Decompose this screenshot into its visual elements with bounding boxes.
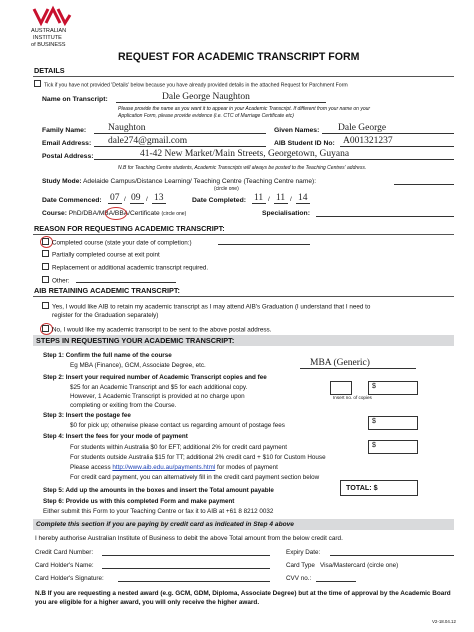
cc-sig-line[interactable] [118,581,270,582]
postal-value: 41-42 New Market/Main Streets, Georgetown, Guyana [140,149,350,159]
aib-value: A001321237 [343,136,393,146]
step5-title: Step 5: Add up the amounts in the boxes and insert the Total amount payable [43,487,274,494]
course-circle-note: (circle one) [161,211,187,217]
email-label: Email Address: [42,140,92,147]
logo-text-1: AUSTRALIAN [31,28,67,34]
retain-no-text: No, I would like my academic transcript to be sent to the above postal address. [52,326,272,334]
step6-line1: Either submit this Form to your Teaching Centre or fax it to AIB at +61 8 8212 0032 [43,508,274,515]
family-value: Naughton [108,123,146,133]
spec-label: Specialisation: [262,210,310,217]
step2-dollar: $ [372,383,376,390]
copies-box[interactable] [330,381,352,395]
step1-title: Step 1: Confirm the full name of the course [43,352,172,359]
aib-logo [30,5,72,55]
cc-type-label: Card Type [286,562,315,569]
step4-line2: For students outside Australia $15 for TT; additional 2% credit card + $10 for Custom House [70,454,326,461]
family-label: Family Name: [42,127,87,134]
tick-note [34,80,348,89]
reason-option-1-text: Completed course (state your date of completion:) [52,239,192,247]
step2-line3: completing or exiting from the Course. [70,402,177,409]
commenced-month: 09 [131,193,141,203]
aib-line[interactable] [340,146,454,147]
teaching-note: N.B for Teaching Centre students, Academic Transcripts will always be posted to the Teaching Centres' address. [118,165,367,171]
study-value: Adelaide Campus/Distance Learning/ Teaching Centre (Teaching Centre name): [83,178,317,185]
postal-line[interactable] [94,159,454,160]
email-line[interactable] [94,146,266,147]
credit-heading: Complete this section if you are paying by credit card as indicated in Step 4 above [33,519,454,530]
step4-title: Step 4: Insert the fees for your mode of payment [43,433,188,440]
step1-value: MBA (Generic) [310,358,370,368]
tick-note-text: Tick if you have not provided 'Details' below because you have already provided details in the attached Request for Parchment Form [44,82,348,89]
steps-heading: STEPS IN REQUESTING YOUR ACADEMIC TRANSCRIPT: [33,335,454,346]
footer-nb: N.B If you are requesting a nested award (e.g. GCM, GDM, Diploma, Associate Degree) but at the time of approval by the Academic Board you are eligible for a higher award, you will only receive the higher award. [35,590,451,606]
retain-no[interactable] [42,325,271,334]
total-label: TOTAL: $ [346,483,378,492]
retain-yes[interactable] [42,302,370,311]
cc-type-value[interactable]: Visa/Mastercard (circle one) [320,562,399,569]
spec-line[interactable] [316,216,454,217]
commenced-year: 13 [154,193,164,203]
completed-month: 11 [276,193,286,203]
aib-logo-mark [30,5,72,27]
cc-expiry-label: Expiry Date: [286,549,321,556]
step4-line4: For credit card payment, you can alternatively fill in the credit card payment section below [70,474,320,481]
retain-yes-line2: register for the Graduation separately) [52,312,159,319]
family-line[interactable] [94,133,266,134]
step4-line3 [70,464,278,471]
study-label: Study Mode: [42,178,82,185]
given-line[interactable] [322,133,454,134]
step1-example: Eg MBA (Finance), GCM, Associate Degree, etc. [70,362,206,369]
postal-label: Postal Address: [42,153,94,160]
tick-checkbox[interactable] [34,80,41,87]
study-line[interactable] [394,184,454,185]
cc-expiry-line[interactable] [330,555,454,556]
reason-option-3[interactable] [42,263,208,272]
name-line[interactable] [116,102,326,103]
study-mode [42,178,316,185]
credit-authorise: I hereby authorise Australian Institute of Business to debit the above Total amount from the below credit card. [35,535,343,542]
details-heading: DETAILS [34,66,65,75]
mba-circle [105,207,127,220]
retaining-heading: AIB RETAINING ACADEMIC TRANSCRIPT: [34,286,180,295]
step4-line1: For students within Australia $0 for EFT; additional 2% for credit card payment [70,444,287,451]
name-note-1: Please provide the name as you want it to appear in your Academic Transcript. If different from your name on your [118,106,371,112]
reason-option-1[interactable] [42,238,192,247]
study-circle-note: (circle one) [214,186,239,192]
step3-title: Step 3: Insert the postage fee [43,412,131,419]
step4-dollar: $ [372,442,376,449]
form-title: REQUEST FOR ACADEMIC TRANSCRIPT FORM [118,51,360,63]
step3-dollar: $ [372,418,376,425]
given-value: Dale George [338,123,387,133]
reason-option-2-text: Partially completed course at exit point [52,251,160,259]
reason-option-3-text: Replacement or additional academic transcript required. [52,264,209,272]
cc-cvv-label: CVV no.: [286,575,312,582]
cc-number-line[interactable] [102,555,270,556]
name-note-2: Application Form, please provide evidence (i.e. CTC of Marriage Certificate etc) [118,113,294,119]
cc-holder-line[interactable] [102,568,270,569]
given-label: Given Names: [274,127,320,134]
cc-cvv-line[interactable] [316,581,356,582]
email-value: dale274@gmail.com [108,136,188,146]
step4-line3-suffix: for modes of payment [215,464,278,471]
cc-number-label: Credit Card Number: [35,549,94,556]
completed-year: 14 [298,193,308,203]
cc-sig-label: Card Holder's Signature: [35,575,104,582]
course-value: PhD/DBA/MBA/BBA/Certificate [68,210,160,217]
reason-option-4[interactable] [42,276,70,285]
cc-holder-label: Card Holder's Name: [35,562,94,569]
retain-yes-text: Yes, I would like AIB to retain my academic transcript as I may attend AIB's Graduation (I understand that I need to [52,303,371,311]
step2-line1: $25 for an Academic Transcript and $5 for each additional copy. [70,384,248,391]
commenced-label: Date Commenced: [42,197,102,204]
copies-caption: Insert no. of copies [333,395,372,400]
step6-title: Step 6: Provide us with this completed Form and make payment [43,498,235,505]
course-label: Course: [42,210,67,217]
logo-text-2: INSTITUTE [33,35,62,41]
reason-heading: REASON FOR REQUESTING ACADEMIC TRANSCRIPT: [34,224,225,233]
name-value: Dale George Naughton [162,92,250,102]
aib-label: AIB Student ID No: [274,140,335,147]
step4-line3-prefix: Please access [70,464,113,471]
step3-line1: $0 for pick up; otherwise please contact us regarding amount of postage fees [70,422,285,429]
name-label: Name on Transcript: [42,96,108,103]
reason-option-4-text: Other: [52,277,70,285]
completed-day: 11 [254,193,264,203]
step1-line[interactable] [300,368,416,369]
commenced-day: 07 [110,193,120,203]
logo-text-3: of BUSINESS [31,42,66,48]
step2-title: Step 2: Insert your required number of Academic Transcript copies and fee [43,374,267,381]
payments-link[interactable]: http://www.aib.edu.au/payments.html [112,464,216,471]
version: V2-18.04.12 [432,619,456,624]
step2-line2: However, 1 Academic Transcript is provided at no charge upon [70,393,245,400]
completed-label: Date Completed: [192,197,247,204]
reason-option-2[interactable] [42,250,160,259]
